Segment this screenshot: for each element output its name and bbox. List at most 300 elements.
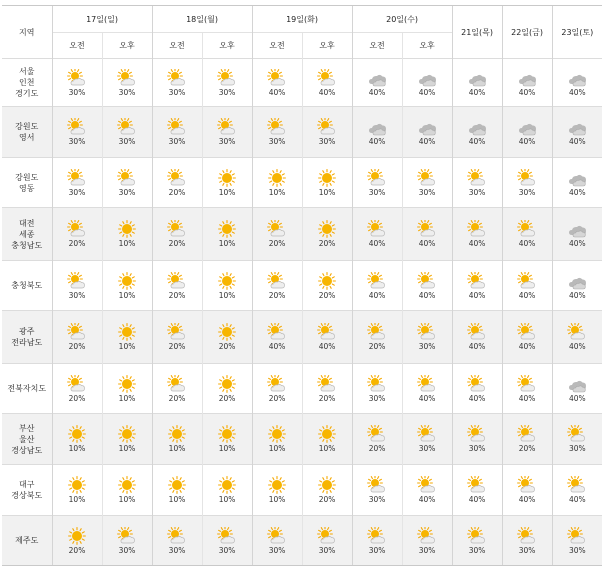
forecast-cell [252,261,302,311]
forecast-cell [452,414,502,465]
sun-cloud-icon [153,118,202,136]
forecast-cell [102,364,152,414]
table-row [2,516,602,566]
forecast-cell [152,311,202,364]
precipitation-probability: 40% [518,87,536,97]
forecast-cell [502,516,552,566]
forecast-cell [452,364,502,414]
forecast-cell [402,208,452,261]
precipitation-probability: 30% [218,545,236,555]
forecast-cell [252,59,302,107]
precipitation-probability: 10% [68,495,86,504]
forecast-cell [402,261,452,311]
sun-cloud-icon [503,476,552,494]
precipitation-probability: 40% [368,87,386,97]
forecast-cell [302,465,352,516]
table-row [2,208,602,261]
sun-cloud-icon [253,527,302,545]
forecast-cell [52,364,102,414]
precipitation-probability: 10% [218,495,236,504]
sun-cloud-icon [303,323,352,341]
forecast-cell [152,261,202,311]
forecast-cell [552,158,602,208]
precipitation-probability: 30% [268,545,286,555]
sun-cloud-icon [203,527,252,545]
precipitation-probability: 30% [68,290,86,300]
sun-cloud-icon [53,272,102,290]
sun-cloud-icon [453,527,502,545]
precipitation-probability: 10% [118,393,136,403]
sun-cloud-icon [553,476,603,494]
sun-icon [203,220,252,238]
sun-icon [253,169,302,187]
forecast-cell [352,158,402,208]
cloud-icon [503,118,552,136]
sun-cloud-icon [153,69,202,87]
forecast-cell [152,107,202,158]
forecast-cell [102,311,152,364]
precipitation-probability: 40% [268,342,286,351]
precipitation-probability: 10% [118,290,136,300]
region-name-line: 인천 [19,78,35,87]
forecast-cell [452,516,502,566]
sun-icon [203,323,252,341]
precipitation-probability: 10% [318,187,336,197]
region-name-line: 강원도 [15,122,39,131]
precipitation-probability: 30% [318,137,336,146]
day-header: 17일(일) [52,6,152,33]
sun-cloud-icon [303,527,352,545]
day-header: 19일(화) [252,6,352,33]
forecast-cell [52,311,102,364]
sun-cloud-icon [403,527,452,545]
sun-cloud-icon [353,169,402,187]
forecast-cell [152,158,202,208]
forecast-cell [502,364,552,414]
forecast-cell [302,59,352,107]
forecast-cell [52,158,102,208]
region-name [2,414,52,465]
forecast-cell [402,364,452,414]
precipitation-probability: 20% [368,444,386,453]
sun-cloud-icon [503,527,552,545]
forecast-cell [202,107,252,158]
region-header: 지역 [2,6,52,59]
sun-icon [153,425,202,443]
forecast-cell [302,516,352,566]
region-name-line: 충청북도 [11,281,43,290]
forecast-cell [102,516,152,566]
forecast-cell [252,364,302,414]
precipitation-probability: 40% [418,239,436,248]
precipitation-probability: 40% [568,495,586,504]
precipitation-probability: 30% [118,137,136,146]
precipitation-probability: 40% [418,495,436,504]
precipitation-probability: 40% [568,290,586,300]
forecast-cell [52,59,102,107]
precipitation-probability: 40% [568,87,586,97]
precipitation-probability: 20% [168,187,186,197]
sun-cloud-icon [353,323,402,341]
sun-cloud-icon [353,476,402,494]
forecast-cell [402,465,452,516]
precipitation-probability: 30% [468,187,486,197]
forecast-cell [252,465,302,516]
sun-icon [153,476,202,494]
sun-icon [303,272,352,290]
forecast-cell [452,261,502,311]
precipitation-probability: 30% [118,87,136,97]
precipitation-probability: 40% [318,87,336,97]
precipitation-probability: 10% [118,342,136,351]
precipitation-probability: 20% [318,239,336,248]
precipitation-probability: 10% [268,495,286,504]
forecast-cell [252,516,302,566]
sun-cloud-icon [453,323,502,341]
precipitation-probability: 30% [568,444,586,453]
forecast-cell [452,107,502,158]
precipitation-probability: 40% [468,342,486,351]
sun-cloud-icon [53,323,102,341]
cloud-icon [553,375,603,393]
precipitation-probability: 20% [218,342,236,351]
region-name-line: 대구 [19,480,35,489]
precipitation-probability: 10% [168,495,186,504]
region-name-line: 세종 [19,229,35,239]
precipitation-probability: 40% [318,342,336,351]
forecast-cell [552,414,602,465]
cloud-icon [553,69,603,87]
region-name [2,516,52,566]
region-name [2,311,52,364]
forecast-cell [302,208,352,261]
sun-cloud-icon [403,425,452,443]
forecast-cell [52,414,102,465]
precipitation-probability: 20% [168,342,186,351]
precipitation-probability: 10% [168,444,186,453]
forecast-cell [152,465,202,516]
precipitation-probability: 10% [118,444,136,453]
precipitation-probability: 30% [368,545,386,555]
precipitation-probability: 40% [568,187,586,197]
pm-header: 오후 [202,33,252,59]
forecast-cell [202,158,252,208]
table-row [2,158,602,208]
sun-icon [303,476,352,494]
sun-cloud-icon [303,118,352,136]
sun-cloud-icon [453,169,502,187]
forecast-cell [352,261,402,311]
precipitation-probability: 10% [118,239,136,248]
region-name-line: 강원도 [15,172,39,182]
forecast-cell [152,59,202,107]
cloud-icon [503,69,552,87]
sun-cloud-icon [253,375,302,393]
precipitation-probability: 20% [168,239,186,248]
sun-icon [103,220,152,238]
sun-cloud-icon [153,169,202,187]
forecast-cell [352,465,402,516]
table-row [2,59,602,107]
precipitation-probability: 30% [518,545,536,555]
forecast-cell [502,107,552,158]
forecast-cell [302,364,352,414]
precipitation-probability: 40% [468,393,486,403]
region-name-line: 서울 [19,67,35,76]
precipitation-probability: 40% [518,239,536,248]
forecast-cell [552,465,602,516]
precipitation-probability: 30% [368,187,386,197]
sun-cloud-icon [353,272,402,290]
forecast-cell [202,364,252,414]
precipitation-probability: 20% [518,444,536,453]
forecast-cell [52,261,102,311]
cloud-icon [453,118,502,136]
region-name-line: 충청남도 [11,240,43,250]
precipitation-probability: 20% [268,393,286,403]
forecast-cell [52,208,102,261]
forecast-cell [552,59,602,107]
sun-cloud-icon [503,425,552,443]
forecast-cell [202,414,252,465]
sun-cloud-icon [503,169,552,187]
sun-cloud-icon [153,220,202,238]
precipitation-probability: 30% [218,87,236,97]
region-name-line: 제주도 [15,536,39,545]
forecast-cell [252,208,302,261]
sun-cloud-icon [253,323,302,341]
sun-cloud-icon [353,375,402,393]
forecast-cell [102,158,152,208]
sun-icon [253,476,302,494]
sun-icon [53,527,102,545]
forecast-cell [452,311,502,364]
sun-icon [103,425,152,443]
table-row [2,364,602,414]
precipitation-probability: 20% [318,290,336,300]
forecast-cell [502,261,552,311]
precipitation-probability: 30% [118,187,136,197]
cloud-icon [553,220,603,238]
sun-cloud-icon [303,69,352,87]
precipitation-probability: 30% [168,87,186,97]
region-name-line: 전라남도 [11,338,43,347]
precipitation-probability: 20% [368,342,386,351]
sun-icon [253,425,302,443]
sun-cloud-icon [203,118,252,136]
precipitation-probability: 20% [168,393,186,403]
precipitation-probability: 10% [268,444,286,453]
region-name-line: 광주 [19,327,35,336]
sun-cloud-icon [453,220,502,238]
sun-cloud-icon [203,69,252,87]
region-name [2,59,52,107]
forecast-cell [552,208,602,261]
sun-cloud-icon [53,375,102,393]
region-name [2,465,52,516]
day-header: 20일(수) [352,6,452,33]
forecast-body [2,59,602,566]
region-name-line: 울산 [19,434,35,444]
precipitation-probability: 40% [368,239,386,248]
precipitation-probability: 10% [268,187,286,197]
sun-cloud-icon [153,527,202,545]
sun-cloud-icon [53,69,102,87]
precipitation-probability: 10% [218,444,236,453]
forecast-cell [252,414,302,465]
sun-cloud-icon [503,272,552,290]
am-header: 오전 [252,33,302,59]
precipitation-probability: 30% [468,444,486,453]
sun-cloud-icon [453,425,502,443]
forecast-cell [302,414,352,465]
day-header: 22일(금) [502,6,552,59]
precipitation-probability: 40% [418,137,436,146]
precipitation-probability: 30% [368,393,386,403]
forecast-cell [202,261,252,311]
cloud-icon [353,118,402,136]
forecast-cell [202,208,252,261]
forecast-cell [102,107,152,158]
forecast-cell [352,208,402,261]
pm-header: 오후 [102,33,152,59]
region-name [2,158,52,208]
forecast-cell [402,158,452,208]
sun-cloud-icon [403,220,452,238]
forecast-cell [452,465,502,516]
sun-cloud-icon [453,272,502,290]
precipitation-probability: 30% [168,545,186,555]
day-header: 18일(월) [152,6,252,33]
day-header: 21일(목) [452,6,502,59]
cloud-icon [553,118,603,136]
forecast-cell [402,414,452,465]
sun-cloud-icon [253,220,302,238]
forecast-cell [202,465,252,516]
forecast-cell [552,516,602,566]
precipitation-probability: 30% [68,87,86,97]
precipitation-probability: 40% [418,87,436,97]
sun-cloud-icon [53,169,102,187]
precipitation-probability: 10% [218,187,236,197]
sun-cloud-icon [503,375,552,393]
sun-cloud-icon [503,323,552,341]
sun-icon [103,272,152,290]
forecast-cell [202,311,252,364]
forecast-cell [52,465,102,516]
cloud-icon [453,69,502,87]
precipitation-probability: 30% [518,187,536,197]
sun-cloud-icon [103,69,152,87]
cloud-icon [553,169,603,187]
precipitation-probability: 40% [568,239,586,248]
precipitation-probability: 40% [368,290,386,300]
forecast-cell [302,107,352,158]
forecast-cell [502,414,552,465]
cloud-icon [403,69,452,87]
sun-cloud-icon [253,69,302,87]
region-name-line: 경상북도 [11,491,43,500]
precipitation-probability: 10% [118,495,136,504]
forecast-cell [352,311,402,364]
am-header: 오전 [152,33,202,59]
sun-cloud-icon [453,476,502,494]
table-row [2,261,602,311]
sun-cloud-icon [303,375,352,393]
forecast-cell [202,516,252,566]
forecast-cell [402,516,452,566]
pm-header: 오후 [302,33,352,59]
sun-icon [203,272,252,290]
precipitation-probability: 30% [418,187,436,197]
forecast-cell [152,364,202,414]
precipitation-probability: 20% [68,393,86,403]
forecast-cell [352,59,402,107]
forecast-cell [552,107,602,158]
precipitation-probability: 30% [168,137,186,146]
am-header: 오전 [52,33,102,59]
sun-cloud-icon [153,375,202,393]
sun-icon [203,476,252,494]
precipitation-probability: 40% [518,290,536,300]
forecast-cell [552,364,602,414]
region-name [2,107,52,158]
precipitation-probability: 40% [418,393,436,403]
table-row [2,107,602,158]
forecast-cell [252,158,302,208]
precipitation-probability: 40% [518,342,536,351]
forecast-cell [452,59,502,107]
sun-icon [303,425,352,443]
region-name-line: 부산 [19,423,35,433]
forecast-cell [102,465,152,516]
region-name-line: 영동 [19,183,35,193]
precipitation-probability: 10% [218,239,236,248]
forecast-cell [252,311,302,364]
day-header: 23일(토) [552,6,602,59]
sun-icon [53,476,102,494]
forecast-cell [352,107,402,158]
sun-cloud-icon [253,272,302,290]
forecast-cell [502,158,552,208]
pm-header: 오후 [402,33,452,59]
precipitation-probability: 20% [268,290,286,300]
forecast-cell [102,261,152,311]
sun-cloud-icon [353,425,402,443]
sun-icon [203,425,252,443]
forecast-cell [302,158,352,208]
region-name [2,208,52,261]
precipitation-probability: 30% [268,137,286,146]
precipitation-probability: 10% [318,444,336,453]
forecast-cell [152,516,202,566]
precipitation-probability: 20% [68,342,86,351]
sun-icon [303,169,352,187]
precipitation-probability: 20% [318,393,336,403]
table-row [2,311,602,364]
weather-forecast-table [2,5,602,566]
forecast-cell [502,208,552,261]
sun-icon [53,425,102,443]
forecast-cell [102,59,152,107]
forecast-cell [152,208,202,261]
precipitation-probability: 40% [468,137,486,146]
table-row [2,414,602,465]
precipitation-probability: 20% [168,290,186,300]
sun-cloud-icon [253,118,302,136]
forecast-cell [302,261,352,311]
forecast-cell [352,364,402,414]
